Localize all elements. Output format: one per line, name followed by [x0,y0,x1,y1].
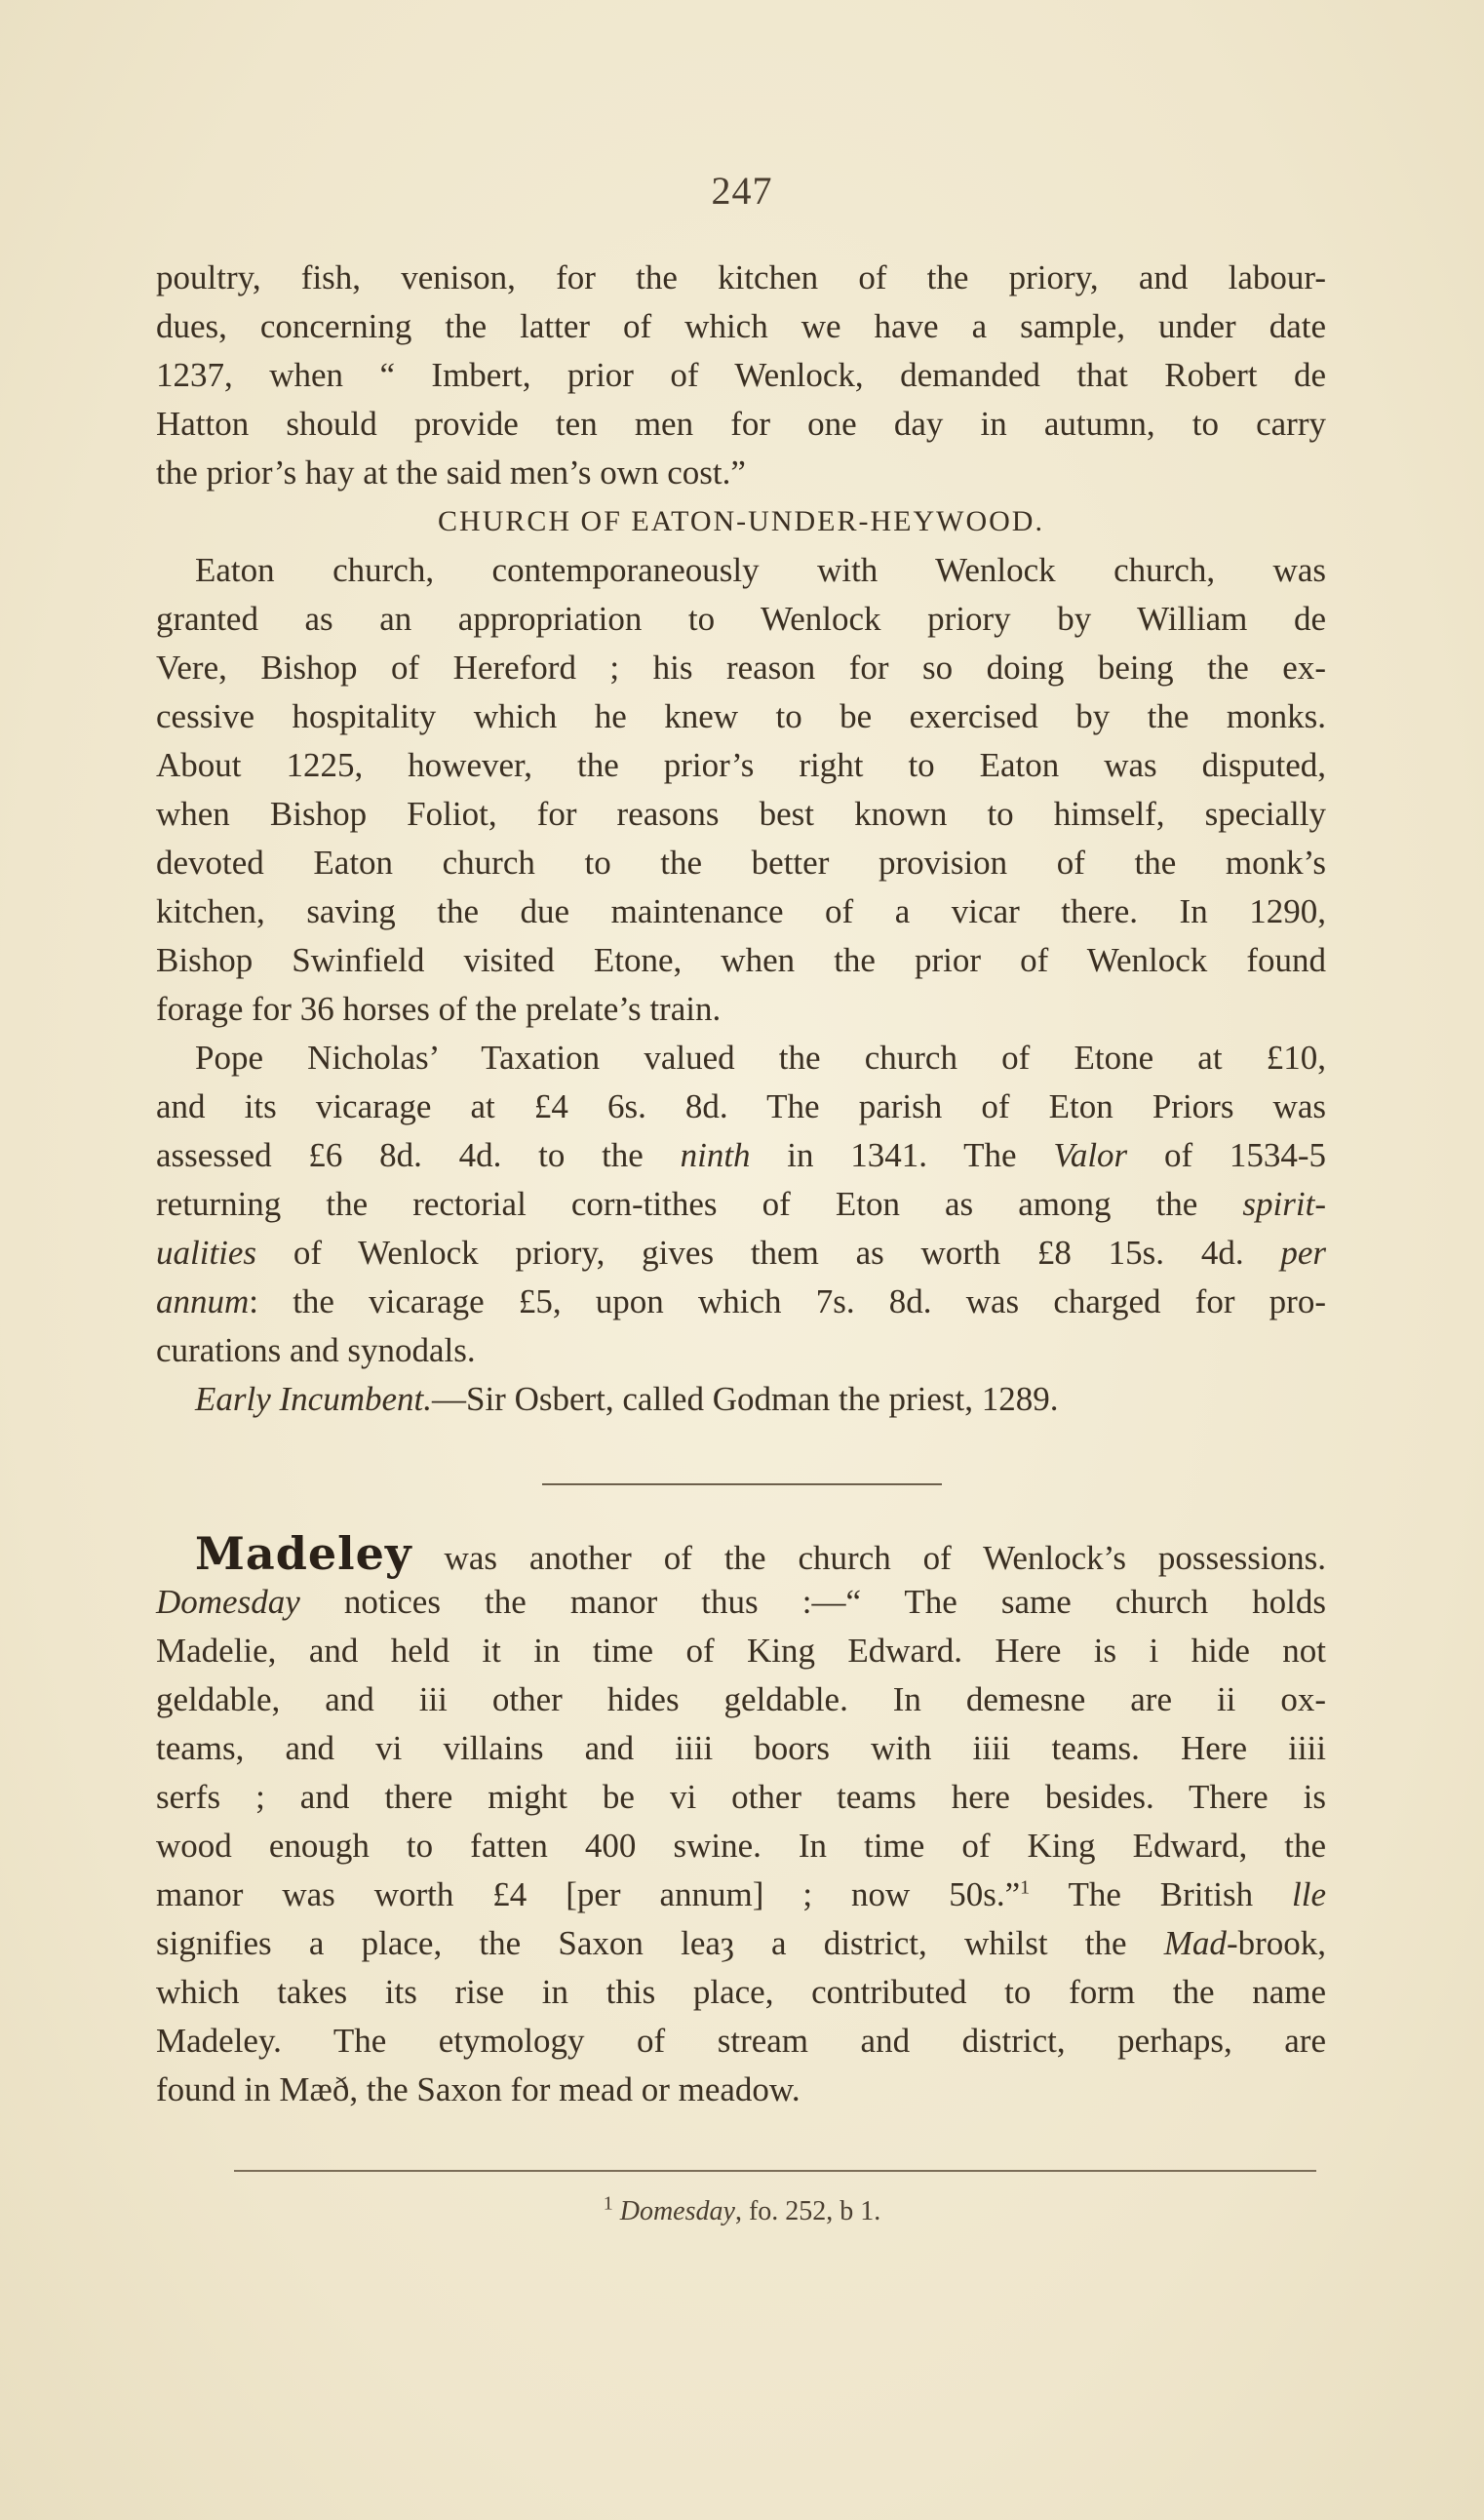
text-line: Vere, Bishop of Hereford ; his reason for so doing being the ex- [156,649,1326,687]
text-line: Madelie, and held it in time of King Edward. Here is i hide not [156,1632,1326,1670]
text-line [156,1229,1326,1278]
text-run: of 1534-5 [1127,1136,1327,1174]
text-line: when Bishop Foliot, for reasons best known to himself, specially [156,795,1326,833]
footnote-marker: 1 [603,2192,613,2215]
main-text [156,254,1326,1424]
footnote-source: Domesday [619,2196,735,2226]
italic-run: Valor [1053,1136,1128,1174]
text-line: and its vicarage at £4 6s. 8d. The parish of Eton Priors was [156,1087,1326,1125]
text-run: assessed £6 8d. 4d. to the [156,1136,681,1174]
text-line [156,1529,1326,1578]
text-run: returning the rectorial corn-tithes of Eton as among the [156,1185,1243,1223]
text-line [156,1919,1326,1968]
text-run: notices the manor thus :—“ The same church holds [299,1583,1326,1621]
text-line: Eaton church, contemporaneously with Wenlock church, was [195,551,1326,589]
text-run: : the vicarage £5, upon which 7s. 8d. was charged for pro- [249,1282,1326,1320]
text-line: Bishop Swinfield visited Etone, when the prior of Wenlock found [156,941,1326,979]
text-line [156,1375,1326,1424]
text-run: of Wenlock priory, gives them as worth £8 15s. 4d. [256,1234,1281,1272]
text-line: wood enough to fatten 400 swine. In time of King Edward, the [156,1827,1326,1865]
text-line: granted as an appropriation to Wenlock priory by William de [156,600,1326,638]
footnote [0,2192,1484,2227]
text-line: geldable, and iii other hides geldable. In demesne are ii ox- [156,1680,1326,1718]
text-line [156,1131,1326,1180]
italic-run: ninth [680,1136,751,1174]
text-line [156,1578,1326,1627]
text-line: kitchen, saving the due maintenance of a vicar there. In 1290, [156,892,1326,930]
footnote-marker: 1 [1020,1876,1031,1899]
page-number: 247 [711,169,773,213]
text-line: serfs ; and there might be vi other teams here besides. There is [156,1778,1326,1816]
italic-run: Early Incumbent. [195,1380,432,1418]
text-line: curations and synodals. [156,1331,476,1369]
italic-run: spirit- [1242,1185,1326,1223]
italic-run: lle [1292,1875,1326,1913]
text-line: Hatton should provide ten men for one day in autumn, to carry [156,405,1326,443]
italic-run: Domesday [156,1583,300,1621]
madeley-text [156,1529,1326,2114]
text-line: dues, concerning the latter of which we have a sample, under date [156,307,1326,345]
text-run: in 1341. The [750,1136,1054,1174]
italic-run: annum [156,1282,250,1320]
text-line: 1237, when “ Imbert, prior of Wenlock, demanded that Robert de [156,356,1326,394]
text-line: forage for 36 horses of the prelate’s train. [156,990,722,1028]
footnote-reference: , fo. 252, b 1. [734,2196,881,2226]
text-line: devoted Eaton church to the better provision of the monk’s [156,844,1326,882]
text-line [156,1278,1326,1326]
text-run: signifies a place, the Saxon leaȝ a district, whilst the [156,1924,1164,1962]
text-line [156,1870,1326,1919]
text-line: found in Mæð, the Saxon for mead or meadow. [156,2070,801,2108]
text-line: poultry, fish, venison, for the kitchen of the priory, and labour- [156,258,1326,296]
text-line: Madeley. The etymology of stream and district, perhaps, are [156,2022,1326,2060]
italic-run: Mad [1163,1924,1227,1962]
text-line: teams, and vi villains and iiii boors with iiii teams. Here iiii [156,1729,1326,1767]
footnote-divider [234,2170,1316,2172]
section-divider [542,1483,942,1485]
text-line [156,1180,1326,1229]
text-run: -brook, [1226,1924,1326,1962]
text-run: manor was worth £4 [per annum] ; now 50s.” [156,1875,1021,1913]
section-heading: CHURCH OF EATON-UNDER-HEYWOOD. [438,505,1044,537]
text-run: was another of the church of Wenlock’s possessions. [411,1539,1326,1577]
text-line: Pope Nicholas’ Taxation valued the church of Etone at £10, [195,1039,1326,1077]
italic-run: per [1280,1234,1326,1272]
dropcap-title: Madeley [195,1527,412,1580]
text-line: cessive hospitality which he knew to be exercised by the monks. [156,697,1326,735]
text-run: The British [1030,1875,1293,1913]
italic-run: ualities [156,1234,257,1272]
text-line: the prior’s hay at the said men’s own cost.” [156,453,746,492]
text-line: which takes its rise in this place, contributed to form the name [156,1973,1326,2011]
text-line: About 1225, however, the prior’s right to Eaton was disputed, [156,746,1326,784]
text-run: —Sir Osbert, called Godman the priest, 1289. [431,1380,1059,1418]
